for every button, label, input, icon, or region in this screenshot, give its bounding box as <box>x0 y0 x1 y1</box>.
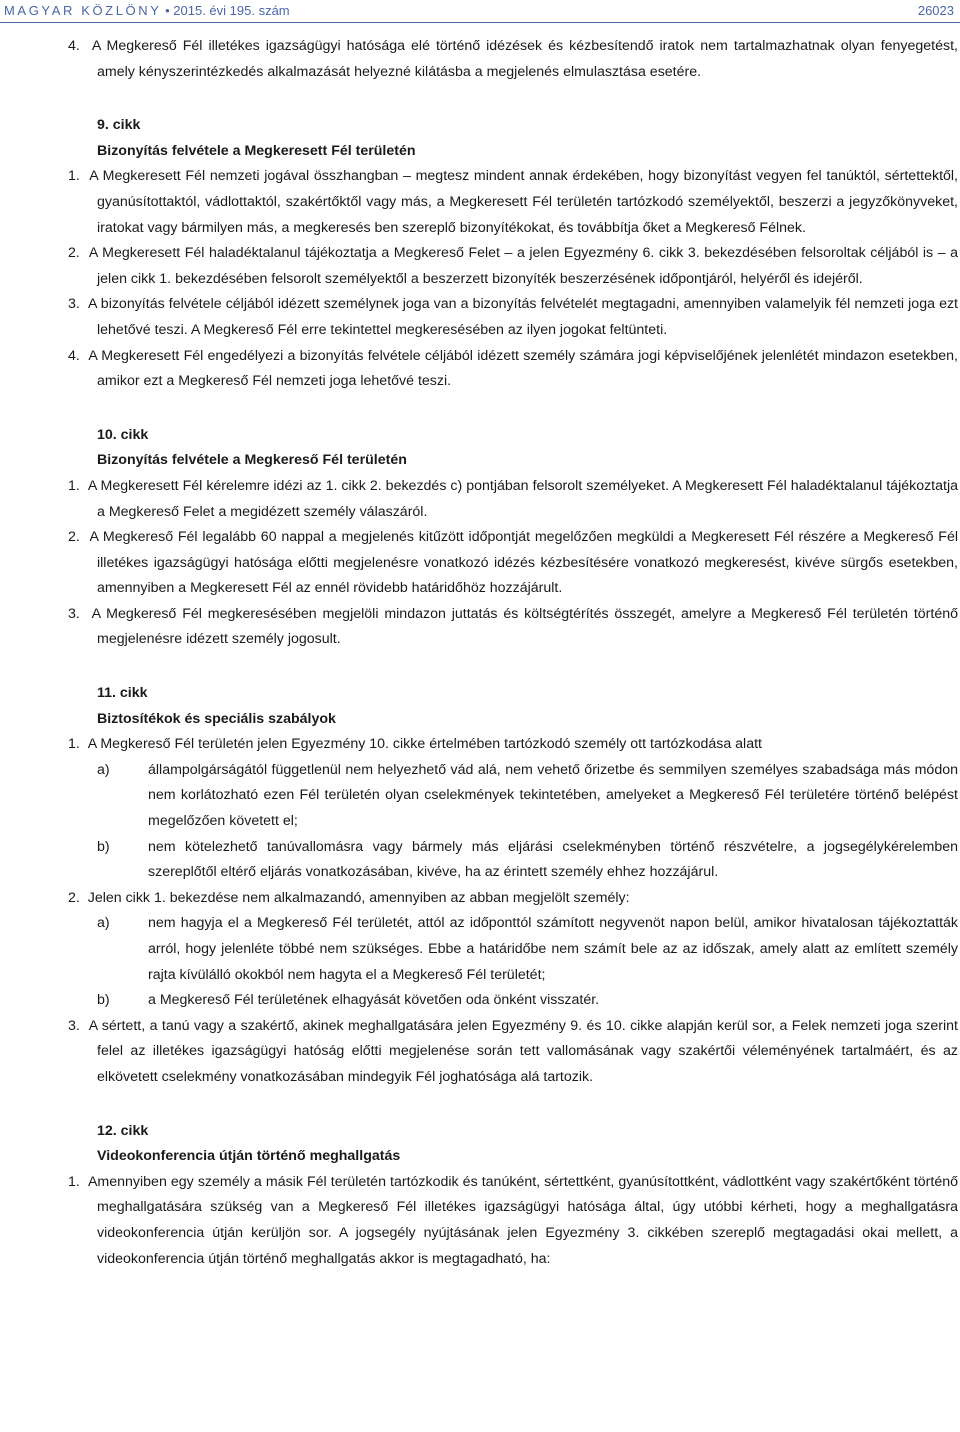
paragraph: 1. A Megkereső Fél területén jelen Egyezmény 10. cikke értelmében tartózkodó személy ott tartózkodása alatt <box>68 736 762 753</box>
paragraph: 3. A Megkereső Fél megkeresésében megjelöli mindazon juttatás és költségtérítés összegét, amelyre a Megkereső Fél területén történő megjelenésre idézett személy jogosult. <box>68 605 958 648</box>
paragraph: 2. Jelen cikk 1. bekezdése nem alkalmazandó, amennyiben az abban megjelölt személy: <box>68 889 630 906</box>
issue-info: • 2015. évi 195. szám <box>161 3 290 18</box>
document-body <box>0 34 958 1272</box>
paragraph: 4. A Megkeresett Fél engedélyezi a bizonyítás felvétele céljából idézett személy számára jogi képviselőjének jelenlétét mindazon esetekben, amikor ezt a Megkereső Fél nemzeti joga lehetővé teszi. <box>68 347 958 390</box>
article-number: 11. cikk <box>97 685 148 702</box>
sub-item: b) nem kötelezhető tanúvallomásra vagy bármely más eljárási cselekményben történő részvételre, a jogsegélykérelemben szereplőtől eltérő eljárás vonatkozásában, kivéve, ha az érintett személy ehhez hozzájárul. <box>97 838 958 881</box>
header-rule <box>0 22 960 23</box>
article-title: Bizonyítás felvétele a Megkeresett Fél területén <box>97 142 416 159</box>
page-header <box>0 0 960 22</box>
sub-item: a) állampolgárságától függetlenül nem helyezhető vád alá, nem vehető őrizetbe és semmilyen személyes szabadsága más módon nem korlátozható ezen Fél területén olyan cselekmények tekintetében, amelyeket a Megkereső Fél területére történő belépést megelőzően követett el; <box>97 761 958 830</box>
article-number: 10. cikk <box>97 426 149 443</box>
paragraph: 2. A Megkereső Fél legalább 60 nappal a megjelenés kitűzött időpontját megelőzően megküldi a Megkeresett Fél részére a Megkereső Fél illetékes igazságügyi hatósága előtti megjelenésre vonatkozó idézés kézbesítésére vonatkozó megkeresést, kivéve sürgős esetekben, amennyiben a Megkeresett Fél az ennél rövidebb határidőhöz hozzájárult. <box>68 529 959 597</box>
paragraph: 2. A Megkeresett Fél haladéktalanul tájékoztatja a Megkereső Felet ‒ a jelen Egyezmény 6. cikk 3. bekezdésében felsoroltak céljából is ‒ a jelen cikk 1. bekezdésében felsorolt személyektől a beszerzett bizonyíték beszerzésének időpontjáról, helyéről és idejéről. <box>68 245 959 287</box>
page-number: 26023 <box>917 3 954 18</box>
paragraph: 1. A Megkeresett Fél nemzeti jogával összhangban ‒ megtesz mindent annak érdekében, hogy bizonyítást vegyen fel tanúktól, sértettektől, gyanúsítottaktól, vádlottaktól, szakértőktől vagy más, a Megkeresett Fél területén tartózkodó személyektől, beszerzi a jegyzőkönyveket, iratokat vagy bármilyen más, a megkeresés ben szereplő bizonyítékokat, és továbbítja őket a Megkereső Félnek. <box>68 168 958 236</box>
journal-name: MAGYAR KÖZLÖNY <box>4 3 162 18</box>
paragraph: 1. A Megkeresett Fél kérelemre idézi az 1. cikk 2. bekezdés c) pontjában felsorolt személyeket. A Megkeresett Fél haladéktalanul tájékoztatja a Megkereső Felet a megidézett személy válaszáról. <box>68 477 959 520</box>
article-number: 9. cikk <box>97 117 141 134</box>
paragraph: 1. Amennyiben egy személy a másik Fél területén tartózkodik és tanúként, sértettként, gyanúsítottként, vádlottként vagy szakértőként történő meghallgatására szükség van a Megkereső Fél illetékes igazságügyi hatósága által, úgy utóbbi kérheti, hogy a meghallgatásra videokonferencia útján kerüljön sor. A jogsegély nyújtásának jelen Egyezmény 3. cikkében szereplő megtagadási okai mellett, a videokonferencia útján történő meghallgatás akkor is megtagadható, ha: <box>68 1173 958 1267</box>
sub-item: b) a Megkereső Fél területének elhagyását követően oda önként visszatér. <box>97 992 600 1009</box>
paragraph: 4. A Megkereső Fél illetékes igazságügyi hatósága elé történő idézések és kézbesítendő iratok nem tartalmazhatnak olyan fenyegetést, amely kényszerintézkedés alkalmazását helyezné kilátásba a megjelenés elmulasztása esetére. <box>68 38 958 80</box>
paragraph: 3. A sértett, a tanú vagy a szakértő, akinek meghallgatására jelen Egyezmény 9. és 10. cikke alapján kerül sor, a Felek nemzeti joga szerint felel az illetékes igazságügyi hatóság előtti megjelenése során tett vallomásának vagy szakértői véleményének tartalmáért, és az elkövetett cselekmény vonatkozásában mindegyik Fél joghatósága alá tartozik. <box>68 1017 958 1085</box>
article-number: 12. cikk <box>97 1122 149 1139</box>
article-title: Videokonferencia útján történő meghallgatás <box>97 1148 401 1165</box>
article-title: Bizonyítás felvétele a Megkereső Fél területén <box>97 452 407 469</box>
paragraph: 3. A bizonyítás felvétele céljából idézett személynek joga van a bizonyítás felvételét megtagadni, amennyiben valamelyik fél nemzeti joga ezt lehetővé teszi. A Megkereső Fél erre tekintettel megkeresésében az ilyen jogokat feltünteti. <box>68 296 958 338</box>
header-left <box>4 0 290 22</box>
article-title: Biztosítékok és speciális szabályok <box>97 710 336 727</box>
sub-item: a) nem hagyja el a Megkereső Fél területét, attól az időponttól számított negyvenöt napon belül, amikor hivatalosan tájékoztatták arról, hogy jelenléte többé nem szükséges. Ebbe a határidőbe nem számít bele az az időszak, amely alatt az említett személy rajta kívülálló okokból nem hagyta el a Megkereső Fél területét; <box>97 915 958 983</box>
